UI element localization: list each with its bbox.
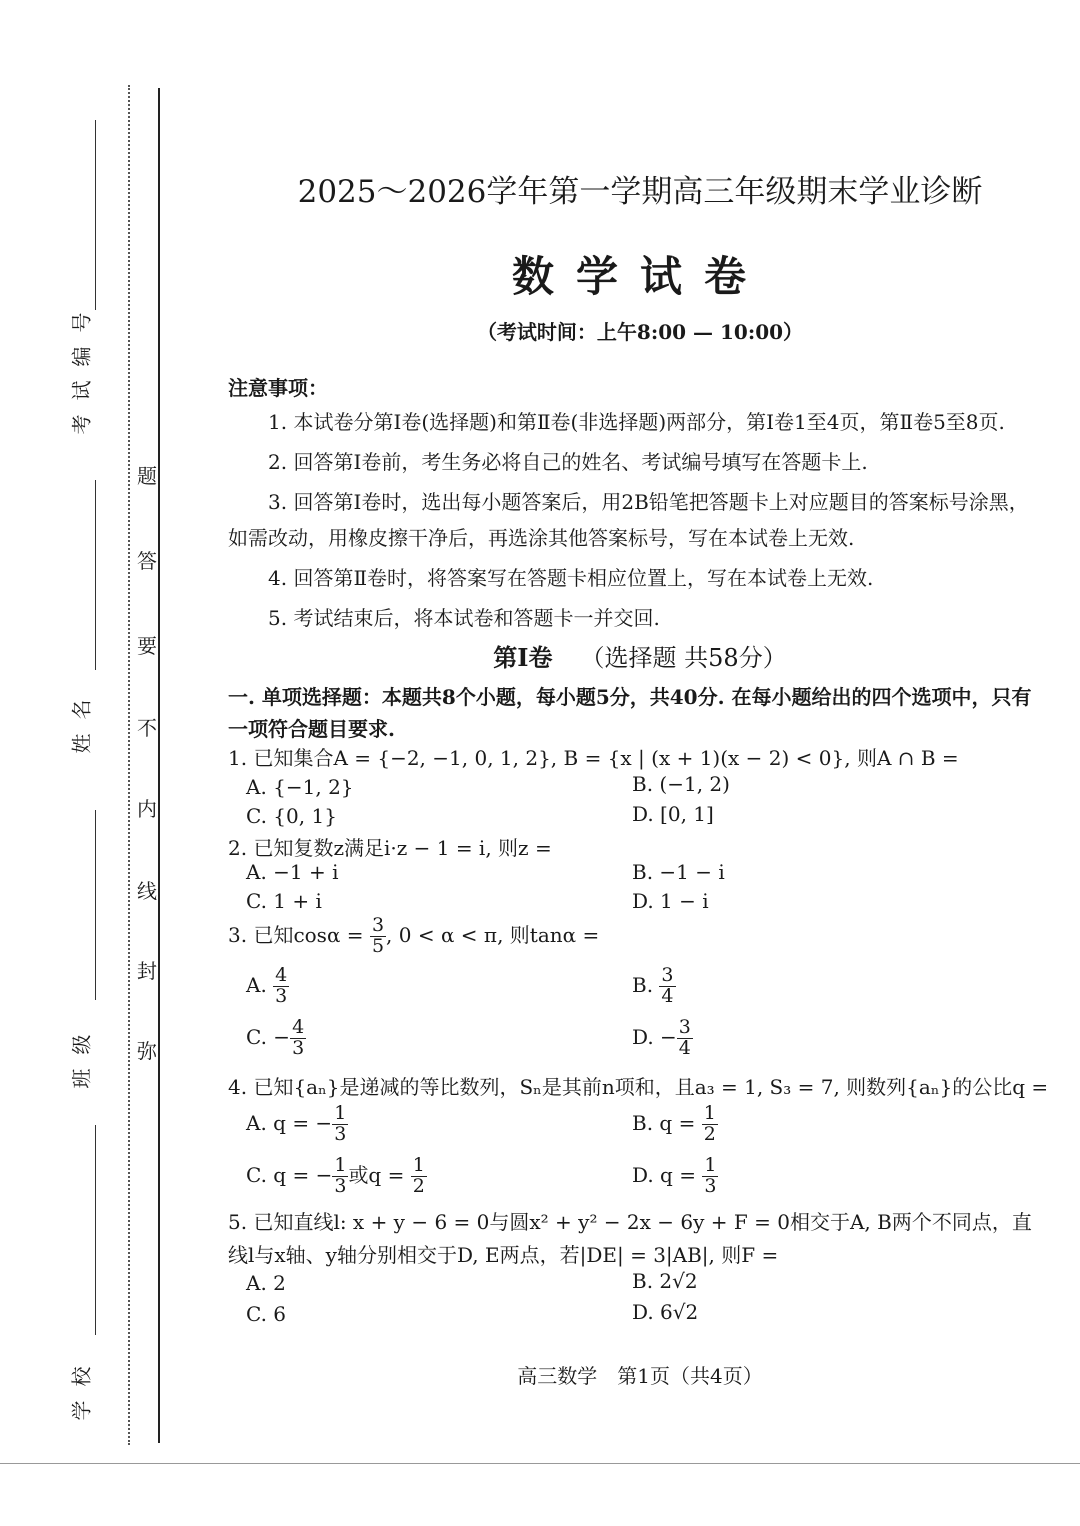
seal-solid-line: [158, 88, 160, 1443]
denominator: 3: [704, 1174, 717, 1197]
seal-char: 封: [137, 959, 157, 983]
question-stem: 4. 已知{aₙ}是递减的等比数列，Sₙ是其前n项和，且a₃ = 1, S₃ = 7, 则数列{aₙ}的公比q =: [228, 1075, 1049, 1099]
section-heading: [270, 638, 1010, 673]
fraction: [273, 966, 289, 1007]
denominator: 3: [275, 984, 288, 1007]
notice-item: 5. 考试结束后，将本试卷和答题卡一并交回.: [268, 606, 660, 630]
fraction: [677, 1018, 693, 1059]
school-line: [95, 1125, 96, 1335]
notice-item: 2. 回答第Ⅰ卷前，考生务必将自己的姓名、考试编号填写在答题卡上.: [268, 450, 868, 474]
option-label: B. q =: [632, 1110, 696, 1135]
notice-heading: 注意事项：: [228, 376, 328, 400]
notice-item: 1. 本试卷分第Ⅰ卷(选择题)和第Ⅱ卷(非选择题)两部分，第Ⅰ卷1至4页，第Ⅱ卷5至8页.: [268, 410, 1005, 434]
exam-number-line: [95, 120, 96, 310]
option-b: [632, 1104, 718, 1145]
fraction: [332, 1156, 348, 1197]
fraction: [411, 1156, 427, 1197]
option-a: A. {−1, 2}: [246, 775, 354, 799]
numerator: 1: [334, 1102, 347, 1124]
option-label: D. −: [632, 1024, 677, 1049]
subject-title: 数学试卷: [511, 252, 768, 301]
notice-item: 3. 回答第Ⅰ卷时，选出每小题答案后，用2B铅笔把答题卡上对应题目的答案标号涂黑，如需改动，用橡皮擦干净后，再选涂其他答案标号，写在本试卷上无效.: [228, 490, 1029, 550]
numerator: 1: [334, 1154, 347, 1176]
section-desc: （选择题 共58分）: [580, 644, 787, 672]
fraction: [702, 1104, 718, 1145]
denominator: 3: [292, 1036, 305, 1059]
notice-list: [228, 404, 1038, 636]
numerator: 1: [703, 1102, 716, 1124]
option-d: [632, 1018, 693, 1059]
denominator: 2: [412, 1174, 425, 1197]
numerator: 3: [661, 964, 674, 986]
seal-char: 弥: [137, 1039, 157, 1063]
seal-dotted-line: [128, 85, 130, 1445]
option-label: A.: [246, 972, 267, 997]
option-text: 或q =: [348, 1162, 405, 1187]
option-label: B.: [632, 972, 654, 997]
numerator: 4: [292, 1016, 305, 1038]
seal-char: 内: [137, 797, 157, 821]
option-a: [246, 1104, 348, 1145]
numerator: 3: [371, 914, 385, 936]
option-b: [632, 966, 676, 1007]
name-line: [95, 480, 96, 670]
numerator: 3: [678, 1016, 691, 1038]
denominator: 2: [703, 1122, 716, 1145]
denominator: 3: [334, 1122, 347, 1145]
option-c: [246, 1156, 427, 1197]
option-label: D. q =: [632, 1162, 696, 1187]
fraction: [332, 1104, 348, 1145]
page-footer: 高三数学 第1页（共4页）: [517, 1364, 763, 1388]
exam-title: 2025～2026学年第一学期高三年级期末学业诊断: [297, 174, 983, 210]
option-a: [246, 966, 289, 1007]
option-d: D. 6√2: [632, 1300, 699, 1324]
option-c: C. 6: [246, 1302, 287, 1326]
section-name: 第Ⅰ卷: [493, 643, 553, 672]
question-stem: [228, 916, 599, 957]
class-label: 班级: [69, 1020, 94, 1089]
stem-text: 3. 已知cosα =: [228, 922, 364, 947]
numerator: 1: [704, 1154, 717, 1176]
seal-char: 不: [137, 716, 157, 740]
seal-char: 要: [137, 634, 157, 658]
part-heading: 一. 单项选择题：本题共8个小题，每小题5分，共40分. 在每小题给出的四个选项中，只有一项符合题目要求.: [228, 685, 1032, 741]
denominator: 3: [334, 1174, 347, 1197]
seal-char: 线: [137, 879, 157, 903]
fraction: [290, 1018, 306, 1059]
option-b: B. (−1, 2): [632, 772, 730, 796]
numerator: 4: [275, 964, 288, 986]
class-line: [95, 810, 96, 1000]
question-stem: 2. 已知复数z满足i·z − 1 = i, 则z =: [228, 836, 552, 860]
option-c: [246, 1018, 306, 1059]
exam-number-label: 考试编号: [69, 298, 94, 435]
stem-text: , 0 < α < π, 则tanα =: [386, 922, 600, 947]
option-b: B. −1 − i: [632, 860, 725, 884]
name-label: 姓名: [69, 685, 94, 754]
denominator: 4: [678, 1036, 691, 1059]
option-label: C. q = −: [246, 1162, 333, 1187]
option-d: D. [0, 1]: [632, 802, 714, 826]
seal-char: 题: [137, 464, 157, 488]
seal-char: 答: [137, 549, 157, 573]
option-label: C. −: [246, 1024, 291, 1049]
option-d: [632, 1156, 718, 1197]
option-c: C. 1 + i: [246, 889, 322, 913]
fraction: [370, 916, 386, 957]
question-stem: 5. 已知直线l: x + y − 6 = 0与圆x² + y² − 2x − 6y + F = 0相交于A, B两个不同点，直线l与x轴、y轴分别相交于D, E两点，若|DE| = 3|AB|, 则F =: [228, 1210, 1032, 1267]
denominator: 4: [661, 984, 674, 1007]
numerator: 1: [412, 1154, 425, 1176]
fraction: [702, 1156, 718, 1197]
bottom-rule: [0, 1463, 1080, 1464]
option-c: C. {0, 1}: [246, 804, 337, 828]
denominator: 5: [371, 934, 385, 957]
fraction: [659, 966, 675, 1007]
option-d: D. 1 − i: [632, 889, 709, 913]
option-a: A. 2: [246, 1271, 286, 1295]
exam-time: （考试时间：上午8:00 — 10:00）: [476, 320, 804, 344]
option-a: A. −1 + i: [246, 860, 339, 884]
school-label: 学校: [69, 1352, 94, 1421]
option-label: A. q = −: [246, 1110, 333, 1135]
option-b: B. 2√2: [632, 1269, 698, 1293]
notice-item: 4. 回答第Ⅱ卷时，将答案写在答题卡相应位置上，写在本试卷上无效.: [268, 566, 874, 590]
question-stem: 1. 已知集合A = {−2, −1, 0, 1, 2}, B = {x | (x + 1)(x − 2) < 0}, 则A ∩ B =: [228, 746, 959, 770]
